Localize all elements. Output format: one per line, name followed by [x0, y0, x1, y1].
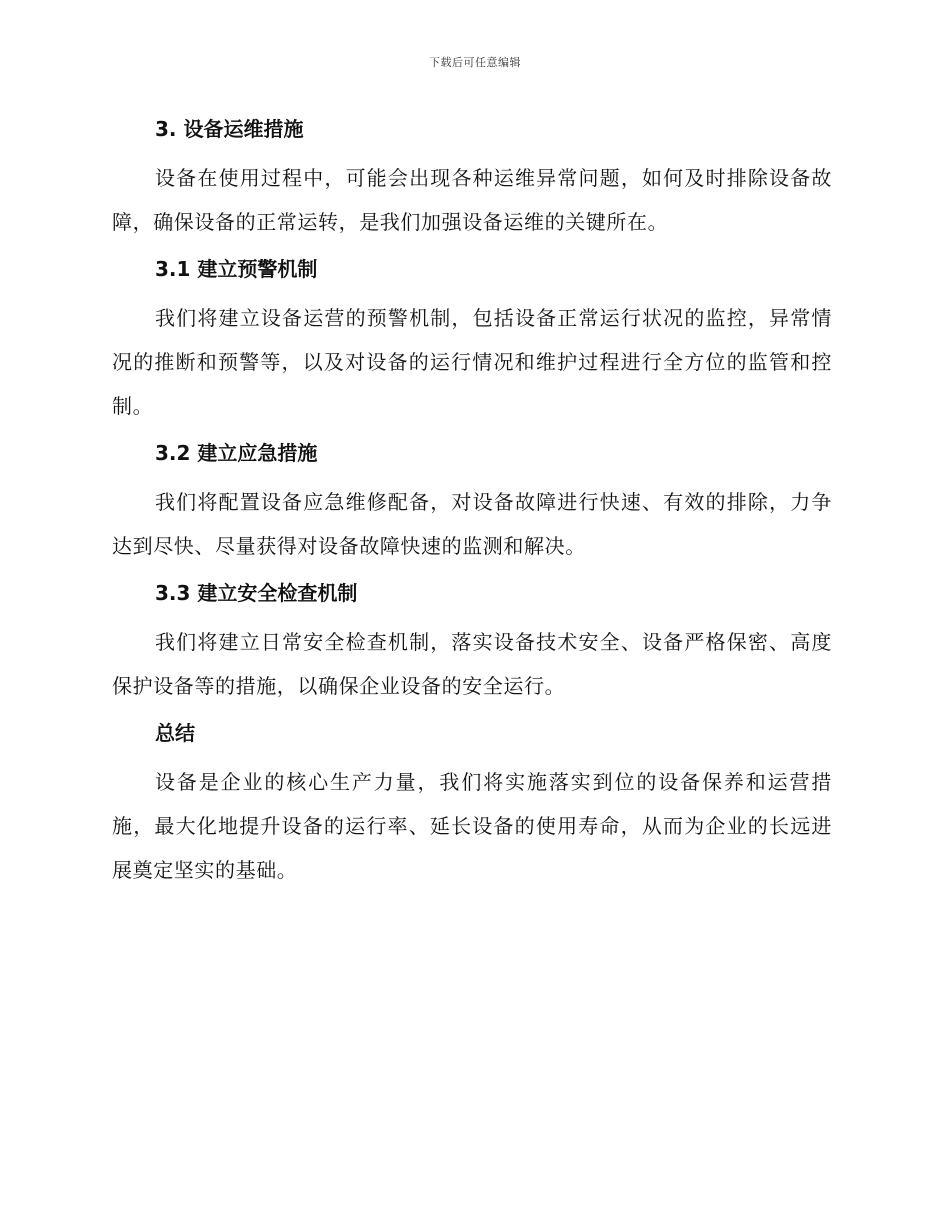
page-header: 下载后可任意编辑 [429, 56, 521, 69]
section-heading-3: 3. 设备运维措施 [155, 117, 304, 141]
section-paragraph-3-2: 我们将配置设备应急维修配备，对设备故障进行快速、有效的排除，力争达到尽快、尽量获得对设备故障快速的监测和解决。 [112, 490, 832, 558]
section-paragraph-3-1: 我们将建立设备运营的预警机制，包括设备正常运行状况的监控，异常情况的推断和预警等，以及对设备的运行情况和维护过程进行全方位的监管和控制。 [112, 306, 832, 418]
document-body [112, 112, 832, 900]
section-heading-3-2: 3.2 建立应急措施 [155, 441, 318, 465]
section-paragraph-3: 设备在使用过程中，可能会出现各种运维异常问题，如何及时排除设备故障，确保设备的正常运转，是我们加强设备运维的关键所在。 [112, 166, 832, 234]
section-heading-summary: 总结 [155, 721, 195, 745]
section-heading-3-3: 3.3 建立安全检查机制 [155, 581, 358, 605]
section-heading-3-1: 3.1 建立预警机制 [155, 257, 318, 281]
section-paragraph-3-3: 我们将建立日常安全检查机制，落实设备技术安全、设备严格保密、高度保护设备等的措施，以确保企业设备的安全运行。 [112, 630, 832, 698]
section-paragraph-summary: 设备是企业的核心生产力量，我们将实施落实到位的设备保养和运营措施，最大化地提升设备的运行率、延长设备的使用寿命，从而为企业的长远进展奠定坚实的基础。 [112, 770, 832, 882]
